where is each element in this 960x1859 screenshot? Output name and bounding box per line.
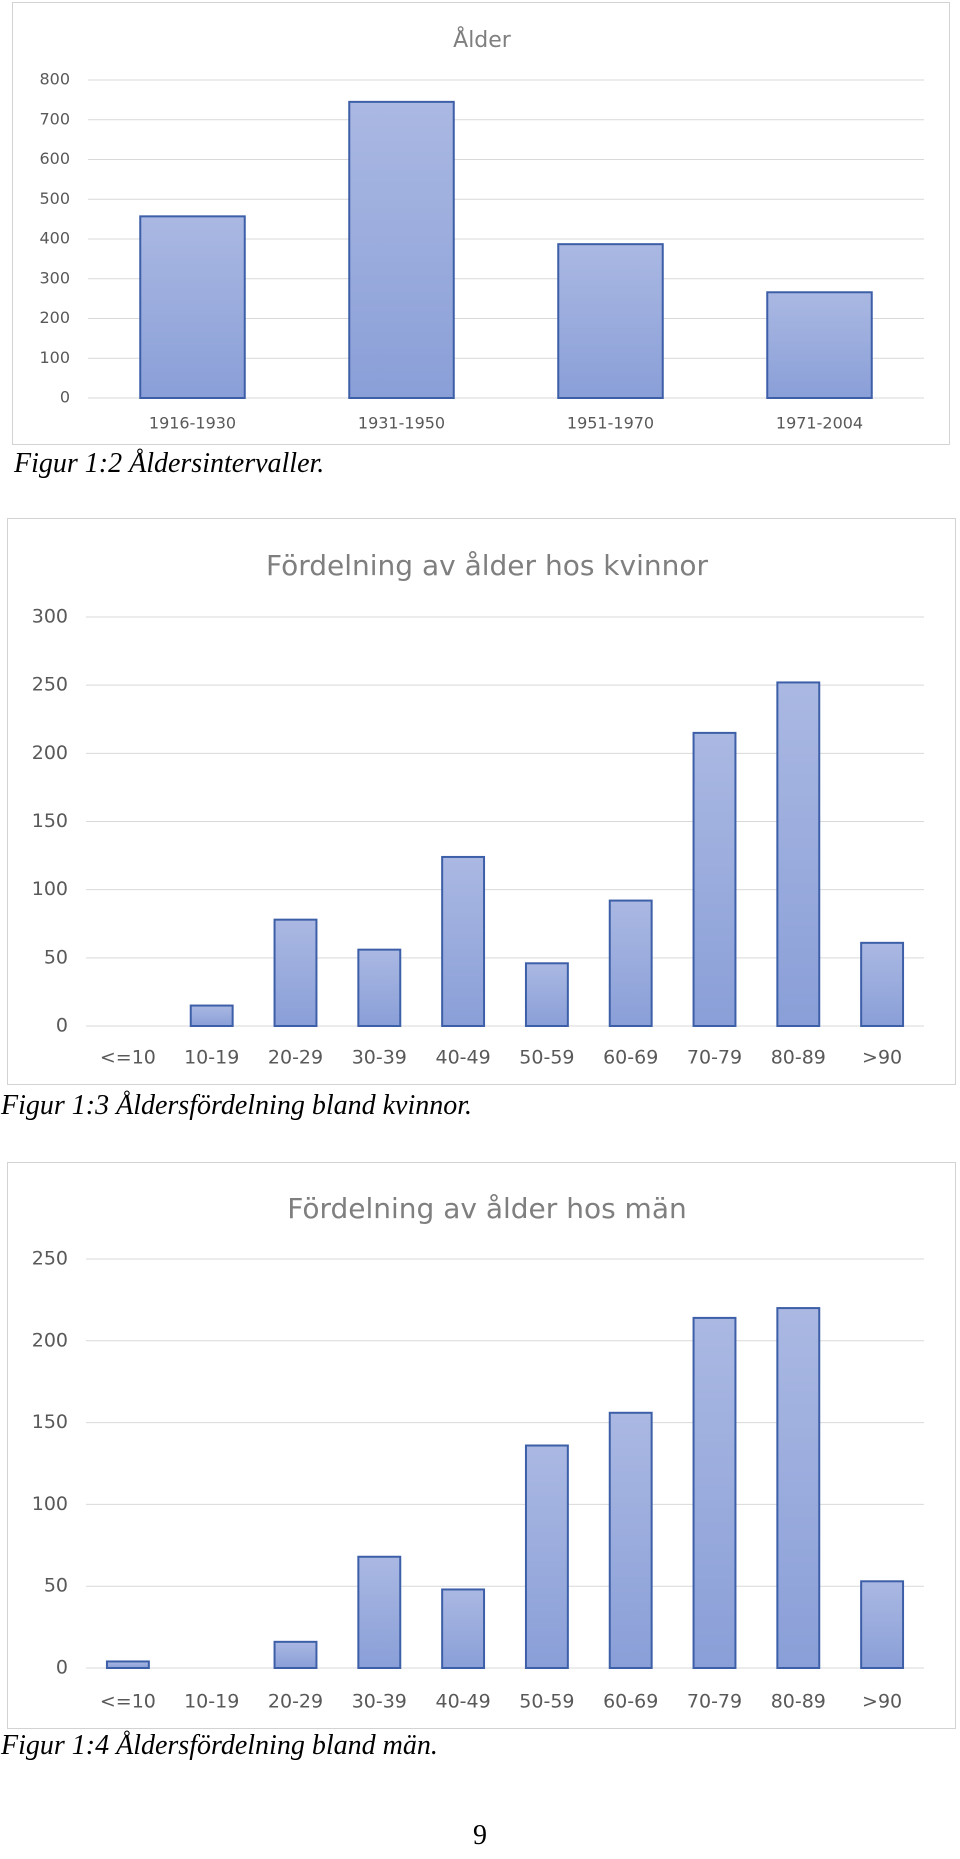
bar-1931-1950	[349, 102, 454, 398]
bar-20-29	[275, 920, 317, 1026]
y-tick-label: 150	[31, 810, 68, 832]
y-tick-label: 200	[31, 741, 68, 764]
page-number: 9	[473, 1820, 487, 1851]
y-tick-label: 250	[31, 673, 68, 696]
x-tick-label: >90	[862, 1690, 903, 1713]
x-tick-label: 30-39	[351, 1690, 407, 1713]
bar->90	[861, 943, 903, 1026]
y-tick-label: 100	[31, 1492, 68, 1515]
chart-men-age-distribution-svg	[8, 1163, 957, 1730]
x-tick-label: 50-59	[519, 1690, 575, 1713]
y-tick-label: 150	[31, 1411, 68, 1434]
bar-70-79	[694, 733, 736, 1026]
bar-80-89	[777, 682, 819, 1026]
x-tick-label: 1931-1950	[357, 413, 446, 433]
x-tick-label: 60-69	[603, 1690, 659, 1713]
x-tick-label: 60-69	[603, 1046, 659, 1069]
x-tick-label: 1916-1930	[148, 413, 237, 433]
y-tick-label: 200	[31, 1329, 68, 1352]
y-tick-label: 250	[31, 1247, 68, 1270]
chart-men-age-distribution	[7, 1162, 956, 1729]
x-tick-label: 30-39	[351, 1046, 407, 1069]
chart-title: Ålder	[453, 28, 511, 53]
bar-80-89	[777, 1308, 819, 1668]
bar->90	[861, 1581, 903, 1668]
y-tick-label: 400	[39, 228, 70, 248]
x-tick-label: 80-89	[770, 1690, 826, 1713]
bar-60-69	[610, 1413, 652, 1668]
bar-30-39	[358, 1557, 400, 1668]
x-tick-label: <=10	[99, 1690, 156, 1713]
chart-title: Fördelning av ålder hos män	[287, 1192, 687, 1225]
y-tick-label: 0	[59, 387, 70, 407]
x-tick-label: 70-79	[686, 1046, 743, 1069]
y-tick-label: 0	[55, 1014, 68, 1037]
y-tick-label: 800	[39, 69, 70, 89]
y-tick-label: 100	[39, 347, 70, 367]
x-tick-label: <=10	[99, 1046, 156, 1069]
x-tick-label: 10-19	[184, 1690, 240, 1713]
x-tick-label: 80-89	[770, 1046, 826, 1069]
x-tick-label: 40-49	[435, 1690, 491, 1713]
bar-1971-2004	[767, 292, 872, 398]
x-tick-label: 40-49	[435, 1046, 491, 1069]
bar-1951-1970	[558, 244, 663, 398]
x-tick-label: 1971-2004	[775, 413, 864, 433]
y-tick-label: 700	[39, 109, 70, 129]
bar-1916-1930	[140, 216, 245, 398]
y-tick-label: 0	[55, 1656, 68, 1679]
bar-50-59	[526, 1446, 568, 1668]
x-tick-label: 70-79	[686, 1690, 743, 1713]
bar-40-49	[442, 857, 484, 1026]
y-tick-label: 300	[31, 605, 68, 628]
bar-30-39	[358, 950, 400, 1026]
x-tick-label: 20-29	[267, 1046, 324, 1069]
bar-70-79	[694, 1318, 736, 1668]
chart-title: Fördelning av ålder hos kvinnor	[265, 549, 709, 582]
figure-caption-2: Figur 1:3 Åldersfördelning bland kvinnor.	[1, 1090, 473, 1121]
y-tick-label: 50	[43, 1574, 68, 1597]
bar-10-19	[191, 1006, 233, 1026]
chart-age-intervals	[12, 2, 950, 445]
chart-women-age-distribution-svg	[8, 519, 957, 1086]
y-tick-label: 500	[39, 188, 70, 208]
figure-caption-3: Figur 1:4 Åldersfördelning bland män.	[1, 1730, 438, 1761]
x-tick-label: >90	[862, 1046, 903, 1069]
y-tick-label: 300	[39, 268, 70, 288]
x-tick-label: 1951-1970	[566, 413, 655, 433]
figure-caption-1: Figur 1:2 Åldersintervaller.	[14, 448, 325, 479]
y-tick-label: 100	[31, 878, 68, 901]
y-tick-label: 200	[39, 308, 70, 327]
x-tick-label: 50-59	[519, 1046, 575, 1069]
x-tick-label: 10-19	[184, 1046, 240, 1069]
bar-20-29	[275, 1642, 317, 1668]
y-tick-label: 50	[43, 946, 68, 969]
y-tick-label: 600	[39, 149, 70, 168]
bar-40-49	[442, 1589, 484, 1668]
chart-age-intervals-svg	[13, 3, 951, 446]
x-tick-label: 20-29	[267, 1690, 324, 1713]
chart-women-age-distribution	[7, 518, 956, 1085]
bar-<=10	[107, 1661, 149, 1668]
bar-50-59	[526, 963, 568, 1026]
bar-60-69	[610, 901, 652, 1026]
